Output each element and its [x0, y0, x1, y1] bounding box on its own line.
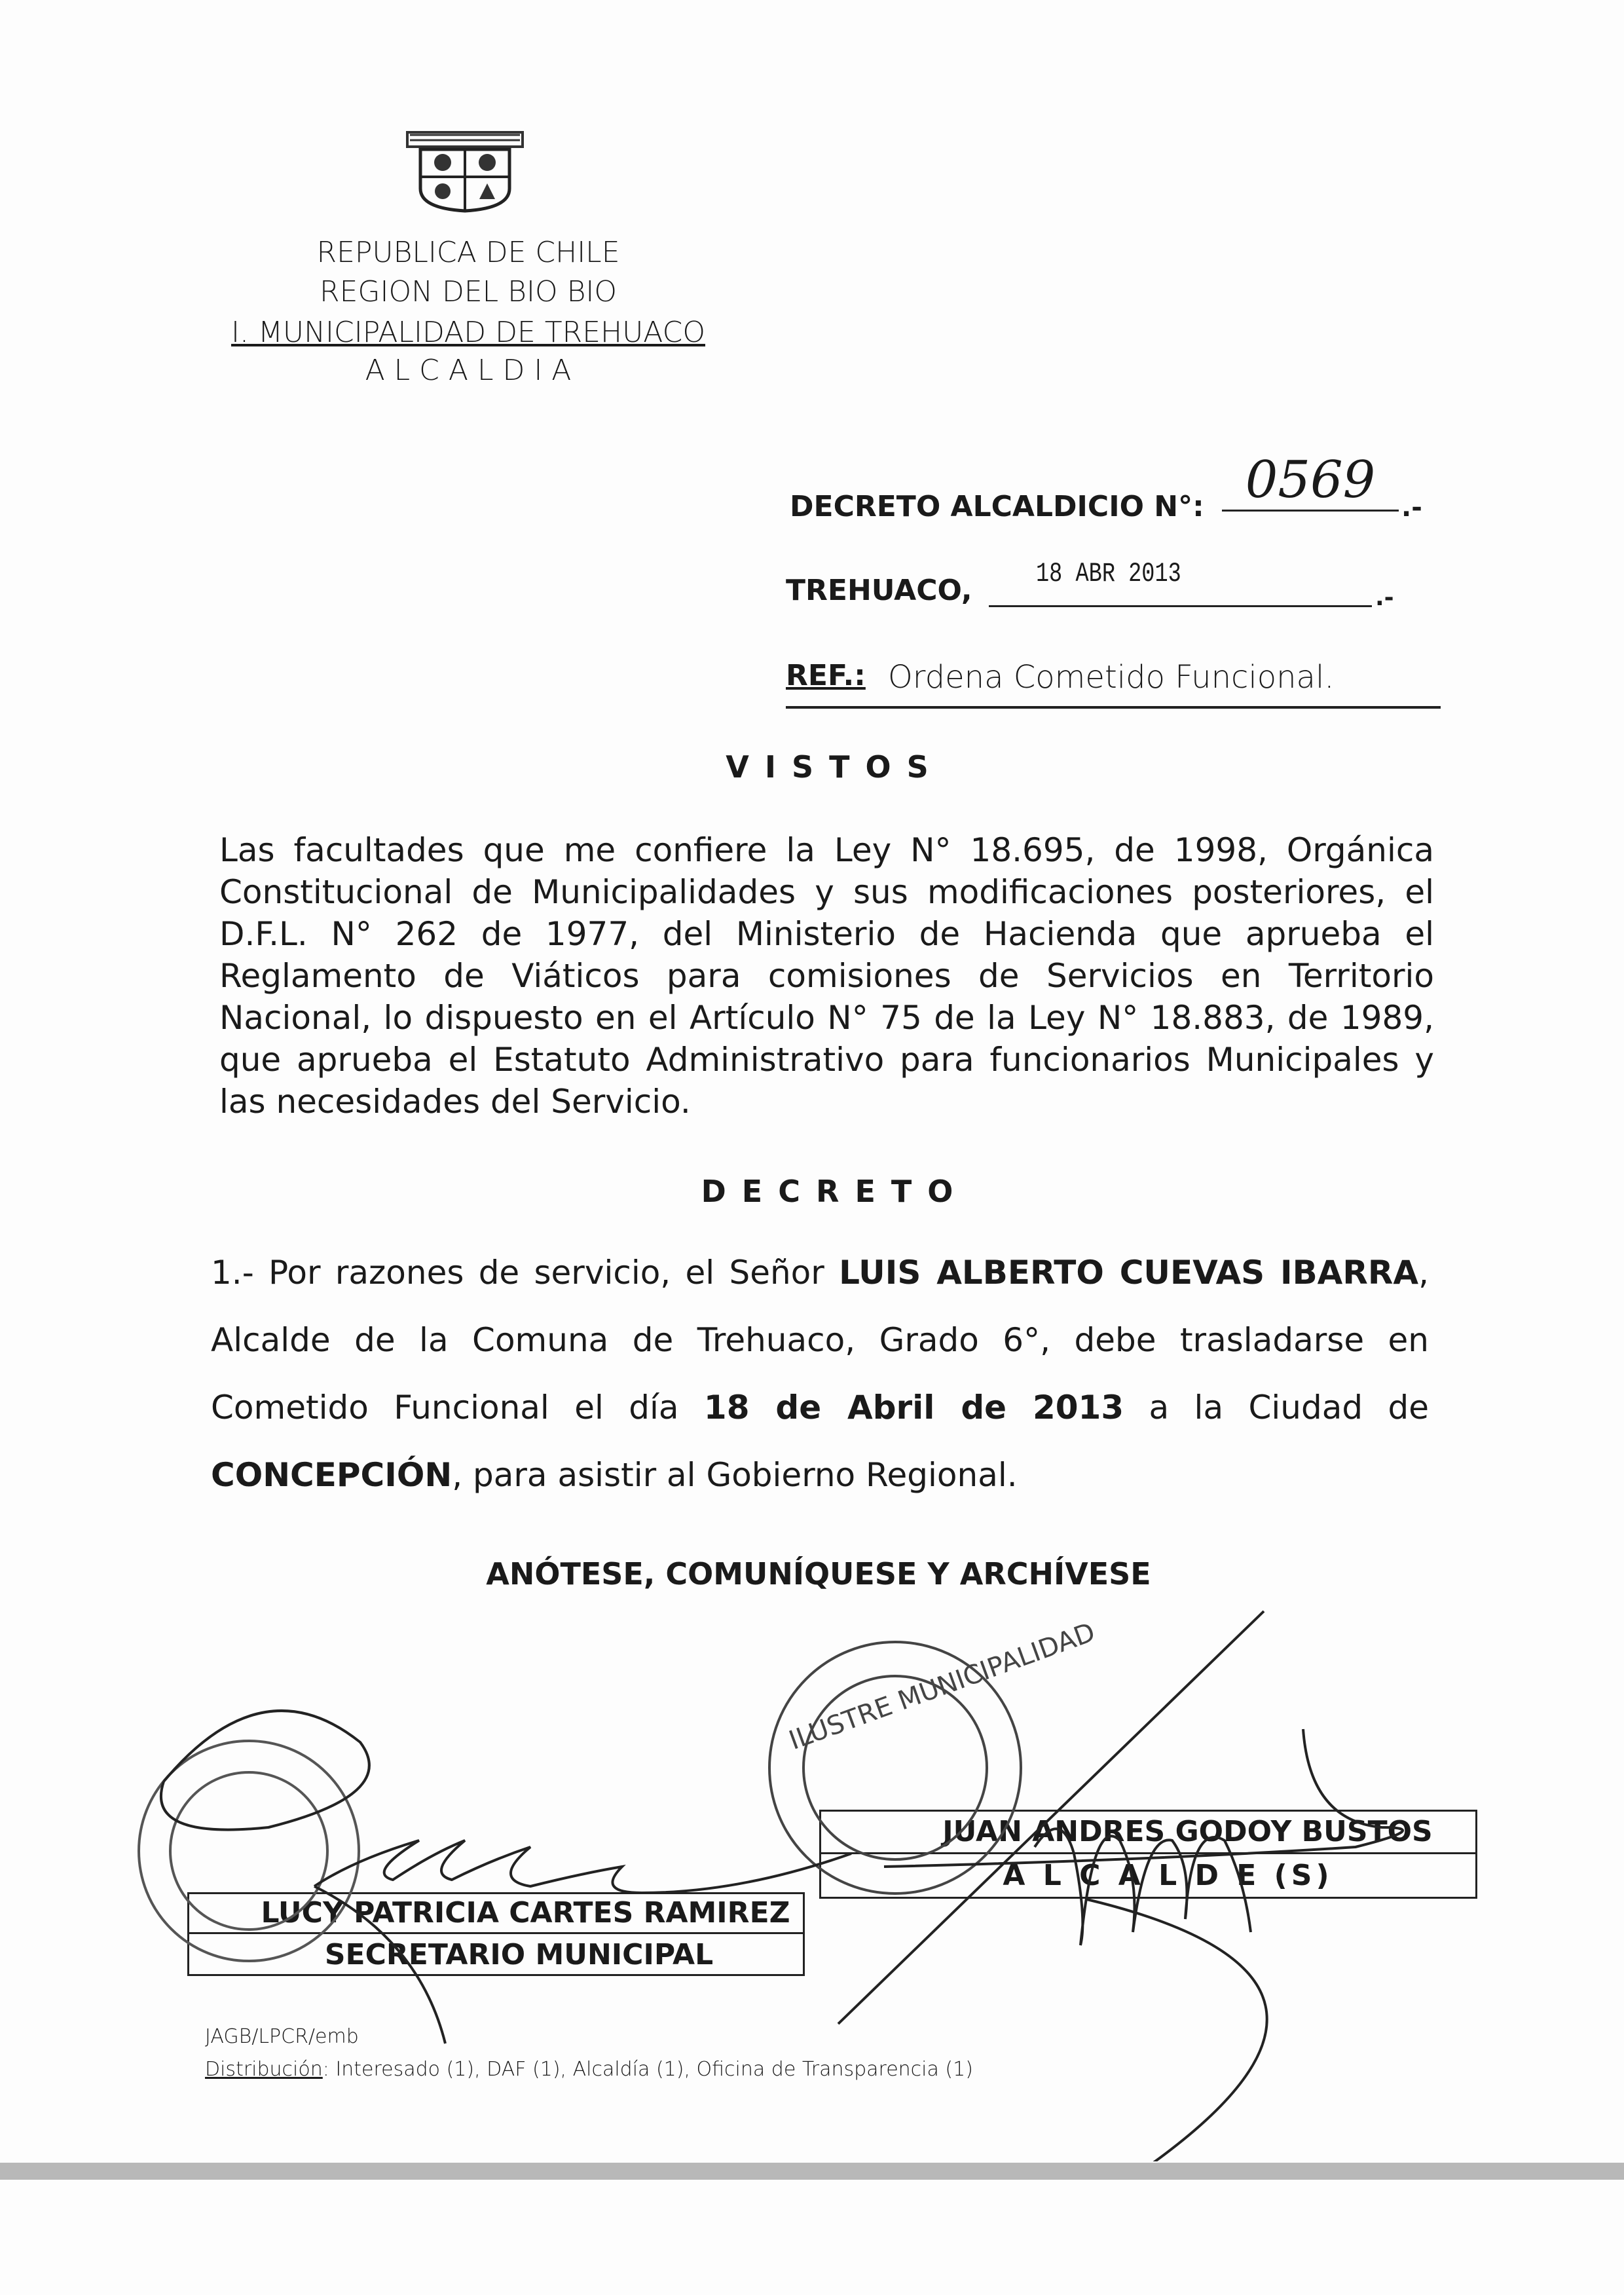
header-region: REGION DEL BIO BIO: [320, 275, 617, 308]
decree-article-1: 1.- Por razones de servicio, el Señor LUIS ALBERTO CUEVAS IBARRA, Alcalde de la Comuna de Trehuaco, Grado 6°, debe trasladarse en Cometido Funcional el día 18 de Abril de 2013 a la Ciudad de CONCEPCIÓN, para asistir al Gobierno Regional.: [211, 1254, 1429, 1494]
ref-value: Ordena Cometido Funcional.: [888, 659, 1335, 696]
vistos-heading: V I S T O S: [726, 749, 931, 785]
svg-text:ILUSTRE MUNICIPALIDAD: ILUSTRE MUNICIPALIDAD: [784, 1617, 1099, 1757]
secretary-name: LUCY PATRICIA CARTES RAMIREZ: [189, 1894, 803, 1934]
header-office: A L C A L D I A: [365, 354, 572, 387]
municipal-crest-icon: [401, 130, 529, 214]
secretary-title: SECRETARIO MUNICIPAL: [324, 1938, 714, 1971]
secretary-signature-icon: [161, 1711, 851, 2043]
header-country: REPUBLICA DE CHILE: [316, 236, 620, 269]
destination-city: CONCEPCIÓN: [211, 1456, 452, 1494]
header-municipality: I. MUNICIPALIDAD DE TREHUACO: [231, 316, 705, 349]
ref-label: REF.:: [786, 659, 866, 692]
mayor-title: A L C A L D E (S): [1003, 1859, 1333, 1892]
decree-number-value: 0569: [1222, 451, 1399, 512]
closing-formula: ANÓTESE, COMUNÍQUESE Y ARCHÍVESE: [486, 1556, 1151, 1592]
initials: JAGB/LPCR/emb: [205, 2025, 359, 2048]
mayor-name: JUAN ANDRES GODOY BUSTOS: [821, 1812, 1475, 1854]
vistos-text: Las facultades que me confiere la Ley N° 18.695, de 1998, Orgánica Constitucional de Municipalidades y sus modificaciones posteriores, el D.F.L. N° 262 de 1977, del Ministerio de Hacienda que aprueba el Reglamento de Viáticos para comisiones de Servicios en Territorio Nacional, lo dispuesto en el Artículo N° 75 de la Ley N° 18.883, de 1989, que aprueba el Estatuto Administrativo para funcionarios Municipales y las necesidades del Servicio.: [219, 831, 1434, 1121]
decree-number-label: DECRETO ALCALDICIO N°:: [790, 490, 1204, 523]
trip-date: 18 de Abril de 2013: [703, 1389, 1124, 1427]
official-name: LUIS ALBERTO CUEVAS IBARRA: [839, 1254, 1419, 1292]
mayor-stamp-icon: [769, 1617, 1099, 1894]
decreto-heading: D E C R E T O: [701, 1174, 956, 1209]
place-label: TREHUACO,: [786, 574, 972, 607]
distribution: Distribución: Interesado (1), DAF (1), Alcaldía (1), Oficina de Transparencia (1): [205, 2058, 973, 2081]
scan-edge-band: [0, 2163, 1624, 2180]
date-stamp: 18 ABR 2013: [1036, 558, 1181, 589]
